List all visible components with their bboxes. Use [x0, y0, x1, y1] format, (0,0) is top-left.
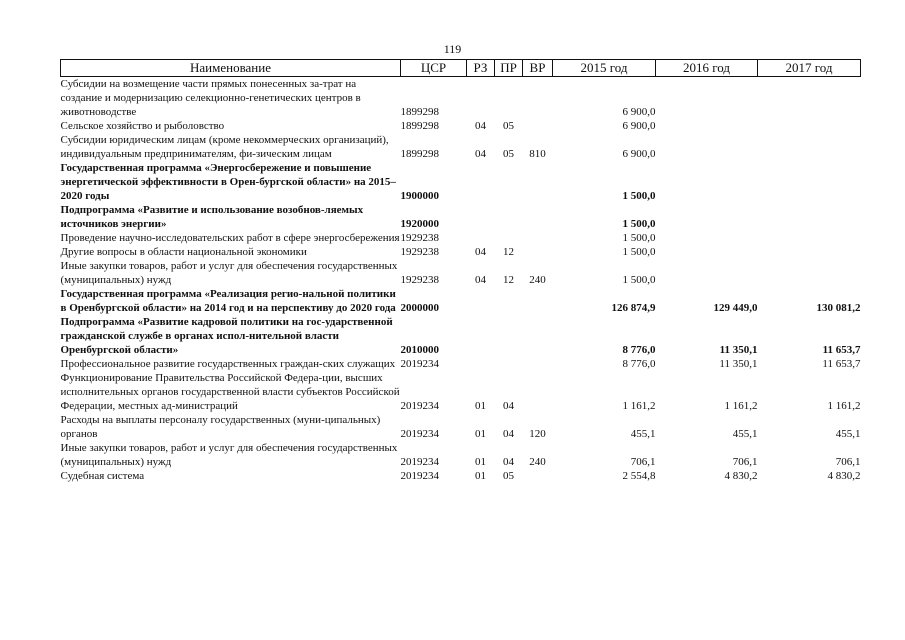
cell-pr — [495, 231, 523, 245]
cell-pr: 04 — [503, 400, 514, 412]
cell-y2016 — [656, 77, 758, 120]
cell-y2016 — [656, 203, 758, 231]
cell-csr: 2019234 — [400, 456, 439, 468]
cell-y2015: 1 500,0 — [622, 218, 656, 230]
cell-y2015: 1 500,0 — [622, 190, 656, 202]
cell-y2015: 1 161,2 — [622, 400, 656, 412]
cell-y2015: 1 500,0 — [622, 232, 656, 244]
table-row — [61, 371, 861, 413]
cell-y2015: 6 900,0 — [622, 148, 656, 160]
cell-y2015: 2 554,8 — [622, 470, 656, 482]
cell-y2016 — [656, 161, 758, 203]
header-vr: ВР — [523, 60, 553, 77]
cell-csr: 1929238 — [400, 274, 439, 286]
cell-rz — [467, 357, 495, 371]
cell-name: Подпрограмма «Развитие и использование возобнов-ляемых источников энергии» — [60, 204, 364, 230]
cell-pr: 12 — [503, 246, 514, 258]
cell-csr: 2019234 — [400, 428, 439, 440]
cell-rz — [467, 161, 495, 203]
cell-name: Другие вопросы в области национальной экономики — [60, 246, 307, 258]
table-row — [61, 315, 861, 357]
page-number: 119 — [443, 42, 462, 56]
cell-csr: 1899298 — [400, 120, 439, 132]
cell-vr — [523, 469, 553, 483]
cell-csr: 1920000 — [400, 218, 439, 230]
cell-rz: 04 — [475, 246, 486, 258]
cell-vr — [523, 119, 553, 133]
cell-name: Государственная программа «Энергосбережение и повышение энергетической эффективности в Орен-бургской области» на 2015–2020 годы — [60, 162, 396, 202]
table-row — [61, 77, 861, 120]
header-2015: 2015 год — [553, 60, 656, 77]
cell-y2015: 706,1 — [630, 456, 656, 468]
cell-y2015: 8 776,0 — [622, 344, 656, 356]
cell-rz — [467, 315, 495, 357]
cell-y2016: 455,1 — [732, 428, 758, 440]
cell-y2017: 1 161,2 — [827, 400, 861, 412]
cell-csr: 2019234 — [400, 470, 439, 482]
cell-csr: 1899298 — [400, 106, 439, 118]
cell-vr — [523, 315, 553, 357]
cell-name: Сельское хозяйство и рыболовство — [60, 120, 225, 132]
table-row — [61, 287, 861, 315]
cell-vr — [523, 203, 553, 231]
table-row — [61, 259, 861, 287]
cell-csr: 1929238 — [400, 232, 439, 244]
cell-y2016: 1 161,2 — [724, 400, 758, 412]
cell-vr — [523, 245, 553, 259]
cell-rz — [467, 231, 495, 245]
cell-rz: 01 — [475, 456, 486, 468]
cell-name: Субсидии юридическим лицам (кроме некоммерческих организаций), индивидуальным предпринимателям, фи-зическим лицам — [60, 134, 389, 160]
cell-rz — [467, 287, 495, 315]
cell-vr: 240 — [529, 274, 546, 286]
cell-y2016 — [656, 119, 758, 133]
cell-pr — [495, 203, 523, 231]
cell-csr: 2019234 — [400, 400, 439, 412]
cell-vr — [523, 287, 553, 315]
header-2017: 2017 год — [758, 60, 861, 77]
cell-y2015: 1 500,0 — [622, 274, 656, 286]
cell-vr: 240 — [529, 456, 546, 468]
cell-y2017: 130 081,2 — [816, 302, 861, 314]
cell-pr: 12 — [503, 274, 514, 286]
cell-csr: 2010000 — [400, 344, 439, 356]
cell-pr: 04 — [503, 456, 514, 468]
cell-vr: 810 — [529, 148, 546, 160]
cell-rz: 01 — [475, 400, 486, 412]
cell-rz: 04 — [475, 120, 486, 132]
cell-y2015: 6 900,0 — [622, 120, 656, 132]
cell-name: Государственная программа «Реализация регио-нальной политики в Оренбургской области» на 2014 год и на перспективу до 2020 года — [60, 288, 396, 314]
cell-name: Функционирование Правительства Российской Федера-ции, высших исполнительных органов государственной власти субъектов Российской Федерации, местных ад-министраций — [60, 372, 400, 412]
table-row — [61, 231, 861, 245]
cell-y2017 — [758, 203, 861, 231]
table-row — [61, 133, 861, 161]
cell-y2017: 4 830,2 — [827, 470, 861, 482]
table-row — [61, 161, 861, 203]
cell-y2017: 11 653,7 — [822, 358, 861, 370]
cell-csr: 2019234 — [400, 358, 439, 370]
cell-y2016: 129 449,0 — [713, 302, 758, 314]
header-rz: РЗ — [467, 60, 495, 77]
cell-name: Расходы на выплаты персоналу государственных (муни-ципальных) органов — [60, 414, 381, 440]
cell-pr — [495, 357, 523, 371]
table-row — [61, 441, 861, 469]
table-row — [61, 203, 861, 231]
cell-y2017 — [758, 245, 861, 259]
cell-csr: 1900000 — [400, 190, 439, 202]
cell-y2016: 11 350,1 — [719, 344, 758, 356]
header-2016: 2016 год — [656, 60, 758, 77]
cell-y2017: 11 653,7 — [822, 344, 861, 356]
cell-y2017 — [758, 161, 861, 203]
cell-pr — [495, 287, 523, 315]
cell-y2015: 455,1 — [630, 428, 656, 440]
cell-y2016: 11 350,1 — [719, 358, 758, 370]
cell-y2016 — [656, 133, 758, 161]
cell-y2015: 126 874,9 — [611, 302, 656, 314]
cell-name: Иные закупки товаров, работ и услуг для обеспечения государственных (муниципальных) нужд — [60, 442, 398, 468]
cell-y2015: 6 900,0 — [622, 106, 656, 118]
cell-y2017: 706,1 — [835, 456, 861, 468]
cell-y2017 — [758, 77, 861, 120]
header-name: Наименование — [61, 60, 401, 77]
cell-rz — [467, 77, 495, 120]
table-header-row — [61, 60, 861, 77]
cell-vr — [523, 357, 553, 371]
cell-name: Иные закупки товаров, работ и услуг для обеспечения государственных (муниципальных) нужд — [60, 260, 398, 286]
cell-y2017 — [758, 133, 861, 161]
cell-pr — [495, 161, 523, 203]
cell-y2015: 1 500,0 — [622, 246, 656, 258]
cell-csr: 2000000 — [400, 302, 439, 314]
budget-table — [60, 59, 861, 483]
table-row — [61, 119, 861, 133]
cell-csr: 1899298 — [400, 148, 439, 160]
table-body — [61, 77, 861, 484]
cell-vr — [523, 371, 553, 413]
cell-vr — [523, 161, 553, 203]
cell-y2017 — [758, 259, 861, 287]
table-row — [61, 413, 861, 441]
cell-y2016 — [656, 245, 758, 259]
cell-vr — [523, 231, 553, 245]
cell-pr: 05 — [503, 470, 514, 482]
cell-y2016 — [656, 231, 758, 245]
cell-vr: 120 — [529, 428, 546, 440]
cell-y2016: 706,1 — [732, 456, 758, 468]
cell-pr — [495, 315, 523, 357]
cell-y2017 — [758, 231, 861, 245]
cell-y2016: 4 830,2 — [724, 470, 758, 482]
header-csr: ЦСР — [401, 60, 467, 77]
cell-pr: 05 — [503, 120, 514, 132]
cell-vr — [523, 77, 553, 120]
table-row — [61, 469, 861, 483]
cell-pr: 05 — [503, 148, 514, 160]
cell-rz: 01 — [475, 470, 486, 482]
header-pr: ПР — [495, 60, 523, 77]
cell-name: Профессиональное развитие государственных граждан-ских служащих — [60, 358, 396, 370]
cell-name: Подпрограмма «Развитие кадровой политики на гос-ударственной гражданской службе в органах испол-нительной власти Оренбургской области» — [60, 316, 393, 356]
cell-rz: 04 — [475, 274, 486, 286]
cell-name: Проведение научно-исследовательских работ в сфере энергосбережения — [60, 232, 400, 244]
cell-y2016 — [656, 259, 758, 287]
table-row — [61, 357, 861, 371]
cell-pr: 04 — [503, 428, 514, 440]
cell-name: Субсидии на возмещение части прямых понесенных за-трат на создание и модернизацию селекционно-генетических центров в животноводстве — [60, 78, 361, 118]
cell-y2015: 8 776,0 — [622, 358, 656, 370]
cell-csr: 1929238 — [400, 246, 439, 258]
cell-rz: 01 — [475, 428, 486, 440]
cell-pr — [495, 77, 523, 120]
cell-y2017 — [758, 119, 861, 133]
cell-y2017: 455,1 — [835, 428, 861, 440]
table-row — [61, 245, 861, 259]
cell-rz — [467, 203, 495, 231]
cell-name: Судебная система — [60, 470, 145, 482]
cell-rz: 04 — [475, 148, 486, 160]
